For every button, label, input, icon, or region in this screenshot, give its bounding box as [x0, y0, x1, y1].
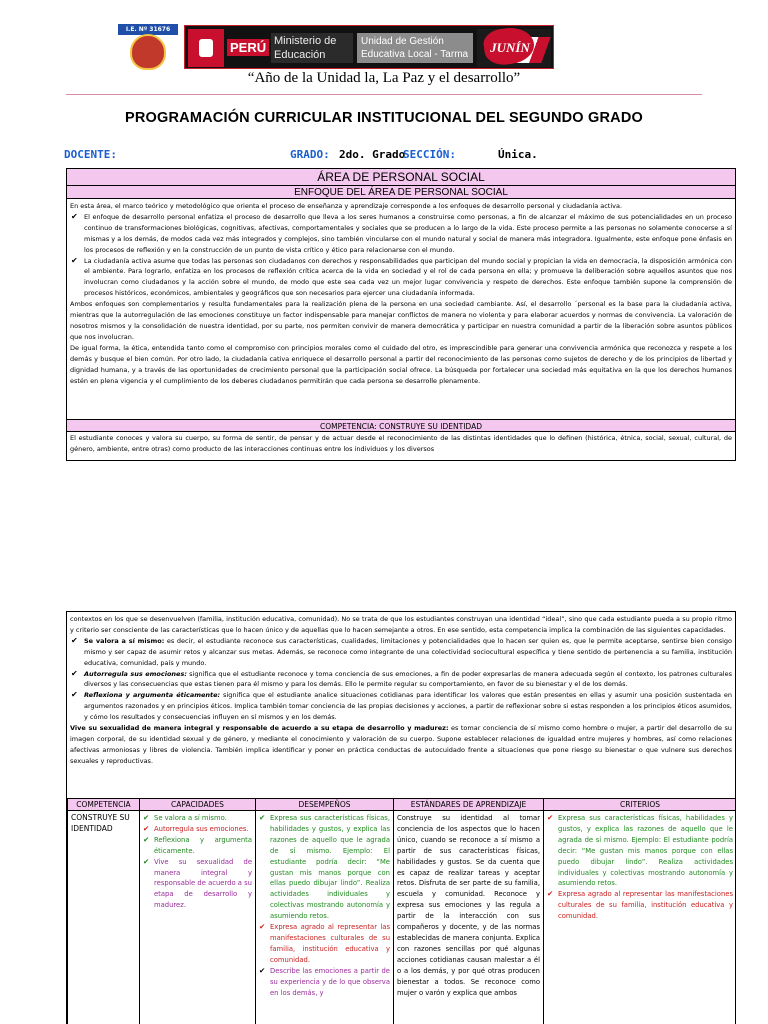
- capacidades-description: [67, 612, 735, 797]
- capacidad-text: es decir, el estudiante reconoce sus características, cualidades, limitaciones y potencialidades que lo hacen ser quien es, que le permite aceptarse, sentirse bien consigo mismo y ser capaz de asumir retos y alcanzar sus metas. Además, se reconoce como integrante de una colectividad sociocultural específica y tiene sentido de pertenencia a su familia, institución educativa, comunidad, país y mundo.: [84, 636, 732, 667]
- criterios-cell: [544, 811, 737, 1024]
- capacidad-list-item: ✔ Reflexiona y argumenta éticamente.: [143, 835, 252, 857]
- desempeno-item: ✔ Describe las emociones a partir de su experiencia y de lo que observa en los demás, y: [259, 966, 390, 999]
- school-logo: [118, 24, 178, 70]
- ministry-label: Ministerio de Educación: [271, 33, 353, 63]
- capacidad-list-item: ✔ Autorregula sus emociones.: [143, 824, 252, 835]
- table-header: DESEMPEÑOS: [256, 799, 394, 811]
- competencia-body: [67, 432, 735, 460]
- capacidad-title: Se valora a sí mismo:: [84, 636, 165, 645]
- capacidad-item: [70, 669, 732, 691]
- year-motto: “Año de la Unidad la, La Paz y el desarrollo”: [247, 70, 521, 86]
- docente-label: DOCENTE:: [64, 148, 117, 161]
- table-header: ESTÁNDARES DE APRENDIZAJE: [394, 799, 544, 811]
- capacidad-text: significa que el estudiante reconoce y toma conciencia de sus emociones, a fin de poder expresarlas de manera adecuada según el contexto, los patrones culturales diversos y las consecuencias que estas tienen para él mismo y para los demás. Ello le permite regular su comportamiento, en favor de su bienestar y el de los demás.: [84, 669, 732, 689]
- capacidad-text: significa que el estudiante analice situaciones cotidianas para identificar los valores que están presentes en ellas y asumir una posición sustentada en argumentos razonados y en principios éticos. Implica también tomar conciencia de las propias decisiones y acciones, a partir de reflexionar sobre si estas responden a los principios éticos asumidos, y cómo los resultados y consecuencias influyen en sí mismos y en los demás.: [84, 691, 732, 722]
- capacidad-list-item: ✔ Se valora a sí mismo.: [143, 813, 252, 824]
- enfoque-paragraph: De igual forma, la ética, entendida tanto como el compromiso con principios morales como el cuidado del otro, es imprescindible para generar una convivencia armónica que reconozca y respete a los demás y busque el bien común. Por otro lado, la ciudadanía cativa enriquece el desarrollo personal a partir del reconocimiento de las personas como sujetos de derecho y de los principios de libertad y dignidad humana, y a través de las oportunidades de crecimiento personal que la participación social ofrece. La búsqueda por fortalecer una sociedad más equitativa en la que los derechos humanos estén en plena vigencia y el cumplimiento de los deberes ciudadanos permitirán que cada persona se desarrolle plenamente.: [70, 343, 732, 385]
- desempeno-item: ✔ Expresa agrado al representar las manifestaciones culturales de su familia, institución educativa y comunidad.: [259, 922, 390, 966]
- peru-label: PERÚ: [227, 39, 269, 56]
- seccion-value: Única.: [498, 148, 538, 161]
- competencia-text: El estudiante conoces y valora su cuerpo, su forma de sentir, de pensar y de actuar desde el reconocimiento de las distintas identidades que lo definen (histórica, étnica, social, sexual, cultural, de género, ambiente, entre otras) como producto de las interacciones continuas entre los individuos y los diversos: [70, 434, 732, 453]
- grado-label: GRADO:: [290, 148, 330, 161]
- capacidad-title: Reflexiona y argumenta éticamente:: [84, 691, 221, 700]
- seccion-label: SECCIÓN:: [403, 148, 456, 161]
- capacidades-cell: [140, 811, 256, 1024]
- header-logos: [0, 22, 768, 72]
- estandar-text: Construye su identidad al tomar conciencia de los aspectos que lo hacen único, cuando se reconoce a sí mismo a partir de sus características físicas, habilidades y gustos. Se da cuenta que es capaz de realizar tareas y aceptar retos. Disfruta de ser parte de su familia, escuela y comunidad. Reconoce y expresa sus emociones y las regula a partir de la interacción con sus compañeros y docente, y de las normas establecidas de manera conjunta. Explica con razones sencillas por qué algunas acciones cotidianas causan malestar a él o a los demás, y por qué otras producen bienestar a todos. Se reconoce como mujer o varón y explica que ambos: [397, 814, 540, 997]
- junin-logo: [478, 22, 538, 70]
- area-section: [66, 168, 736, 461]
- table-header: COMPETENCIA: [68, 799, 140, 811]
- estandar-cell: [394, 811, 544, 1024]
- criterio-item: ✔ Expresa agrado al representar las manifestaciones culturales de su familia, institución educativa y comunidad.: [547, 889, 733, 922]
- divider: [66, 94, 702, 95]
- school-badge-label: I.E. Nº 31676: [118, 24, 178, 35]
- table-row: [68, 811, 737, 1024]
- capacidad-title: Vive su sexualidad de manera integral y responsable de acuerdo a su etapa de desarrollo y madurez:: [70, 724, 449, 733]
- competencia-cell: [68, 811, 140, 1024]
- enfoque-point-ciudadania: ✔ La ciudadanía activa asume que todas las personas son ciudadanos con derechos y responsabilidades que participan del mundo social y propician la vida en democracia, la disposición armónica con el ambiente. Para lograrlo, enfatiza en los procesos de reflexión crítica acerca de la vida en sociedad y el rol de cada persona en ella; y promueve la deliberación sobre aquellos asuntos que nos involucran como ciudadanos y la acción sobre el mundo, de modo que este sea cada vez un mejor lugar convivencia y respeto de derechos. Este enfoque también supone la comprensión de procesos históricos, económicos, ambientales y geográficos que son necesarios para ejercer una ciudadanía informada.: [70, 256, 732, 300]
- enfoque-heading: ENFOQUE DEL ÁREA DE PERSONAL SOCIAL: [67, 186, 735, 199]
- table-header: CAPACIDADES: [140, 799, 256, 811]
- enfoque-intro: En esta área, el marco teórico y metodológico que orienta el proceso de enseñanza y aprendizaje corresponde a los enfoques de desarrollo personal y ciudadanía activa.: [70, 202, 623, 210]
- table-header-row: [68, 799, 737, 811]
- grado-value: 2do. Grado: [339, 148, 406, 161]
- school-shield-icon: [130, 34, 166, 70]
- ugel-label: Unidad de Gestión Educativa Local - Tarma: [357, 33, 473, 63]
- capacidad-title: Autorregula sus emociones:: [84, 669, 187, 678]
- desempeno-item: ✔ Expresa sus características físicas, habilidades y gustos, y explica las razones de aquello que le agrada de sí mismo. Ejemplo: El estudiante podría decir: “Me gustan mis manos porque con ellas puedo dibujar lindo”. Realiza actividades individuales y colectivas mostrando autonomía y asumiendo retos.: [259, 813, 390, 922]
- page-two: [66, 611, 736, 1024]
- enfoque-body: [67, 199, 735, 419]
- table-header: CRITERIOS: [544, 799, 737, 811]
- criterio-item: ✔ Expresa sus características físicas, habilidades y gustos, y explica las razones de aquello que le agrada de sí mismo. Ejemplo: El estudiante podría decir: “Me gustan mis manos porque con ellas puedo dibujar lindo”. Realiza actividades individuales y colectivas mostrando autonomía y asumiendo retos.: [547, 813, 733, 889]
- desempenos-cell: [256, 811, 394, 1024]
- capacidad-list-item: ✔ Vive su sexualidad de manera integral y responsable de acuerdo a su etapa de desarrollo y madurez.: [143, 857, 252, 912]
- capacidad-text: es tomar conciencia de sí mismo como hombre o mujer, a partir del desarrollo de su imagen corporal, de su identidad sexual y de género, y mediante el conocimiento y valoración de su cuerpo. Supone establecer relaciones de igualdad entre mujeres y hombres, así como relaciones afectivas armoniosas y libres de violencia. También implica identificar y poner en práctica conductas de autocuidado frente a situaciones que pone riesgo su bienestar o que vulnere sus derechos sexuales y reproductivas.: [70, 724, 732, 765]
- competencia-heading: COMPETENCIA: CONSTRUYE SU IDENTIDAD: [67, 419, 735, 432]
- competencia-continued: contextos en los que se desenvuelven (familia, institución educativa, comunidad). No se trata de que los estudiantes construyan una identidad “ideal”, sino que cada estudiante pueda a su propio ritmo y criterio ser consciente de las características que lo hacen único y de aquellas que lo hacen semejante a otros. En ese sentido, esta competencia implica la combinación de las siguientes capacidades.: [70, 615, 732, 634]
- area-title: ÁREA DE PERSONAL SOCIAL: [67, 169, 735, 186]
- enfoque-paragraph: Ambos enfoques son complementarios y resulta fundamentales para la realización plena de la persona en una sociedad cambiante. Así, el desarrollo ´personal es la base para la ciudadanía activa, mientras que la autorregulación de las emociones constituye un factor indispensable para manejar conflictos de manera no violenta y para elaborar acuerdos y normas de convivencia. La valoración de nosotros mismos y la consolidación de nuestra identidad, por su parte, nos permiten convivir de manera democrática y participar en nuestra comunidad a partir de la liberación sobre asuntos públicos que nos involucran.: [70, 300, 732, 341]
- peru-emblem-icon: [188, 29, 224, 67]
- page-title: PROGRAMACIÓN CURRICULAR INSTITUCIONAL DEL SEGUNDO GRADO: [125, 110, 643, 126]
- competencia-name: CONSTRUYE SU IDENTIDAD: [71, 813, 130, 833]
- capacidad-item: [70, 636, 732, 669]
- curriculum-table: [67, 798, 736, 1024]
- enfoque-point-desarrollo: ✔ El enfoque de desarrollo personal enfatiza el proceso de desarrollo que lleva a los seres humanos a construirse como personas, a fin de alcanzar el máximo de sus potencialidades en un proceso continuo de transformaciones biológicas, cognitivas, afectivas, comportamentales y sociales que se producen a lo largo de la vida. Este proceso permite a las personas no solamente conocerse a sí mismas y a los demás, de modos cada vez más integrados y complejos, sino también vincularse con el mundo natural y social de manera más integradora. Igualmente, este enfoque pone énfasis en los procesos de reflexión y en la construcción de un punto de vista crítico y ético para relacionarse con el mundo.: [70, 212, 732, 256]
- junin-label: JUNÍN: [490, 40, 530, 55]
- capacidad-item: [70, 723, 732, 767]
- capacidad-item: [70, 690, 732, 723]
